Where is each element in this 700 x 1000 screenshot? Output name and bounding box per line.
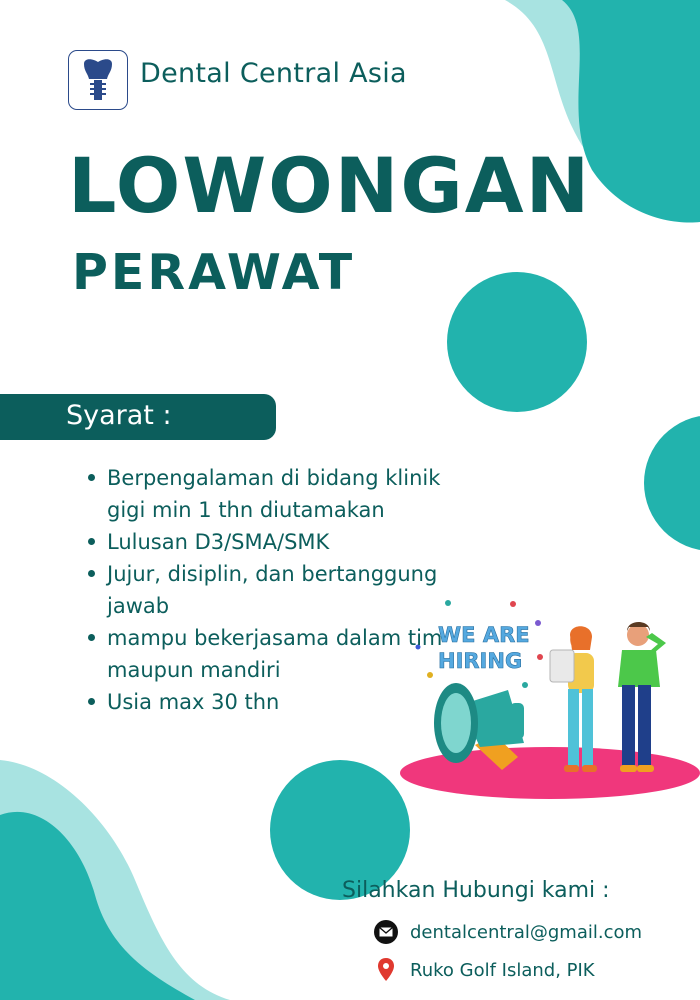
list-item: Berpengalaman di bidang klinik gigi min 1 thn diutamakan	[88, 462, 448, 526]
hiring-line-2: HIRING	[438, 649, 523, 673]
hiring-line-1: WE ARE	[438, 623, 530, 647]
requirements-heading: Syarat :	[66, 400, 172, 431]
page-title: LOWONGAN	[68, 141, 592, 230]
list-item: Jujur, disiplin, dan bertanggung jawab	[88, 558, 448, 622]
contact-heading: Silahkan Hubungi kami :	[342, 878, 610, 903]
requirements-list	[88, 462, 448, 718]
requirements-banner	[0, 394, 276, 440]
list-item: mampu bekerjasama dalam tim maupun mandiri	[88, 622, 448, 686]
address-text: Ruko Golf Island, PIK	[410, 959, 595, 981]
contact-address	[372, 956, 595, 984]
brand-logo	[68, 50, 128, 110]
contact-email[interactable]	[372, 918, 642, 946]
page-subtitle: PERAWAT	[72, 244, 356, 301]
location-pin-icon	[372, 956, 400, 984]
mail-icon	[372, 918, 400, 946]
brand-name: Dental Central Asia	[140, 58, 407, 89]
list-item: Lulusan D3/SMA/SMK	[88, 526, 448, 558]
tooth-implant-icon	[78, 58, 118, 102]
list-item: Usia max 30 thn	[88, 686, 448, 718]
email-text[interactable]: dentalcentral@gmail.com	[410, 921, 643, 943]
